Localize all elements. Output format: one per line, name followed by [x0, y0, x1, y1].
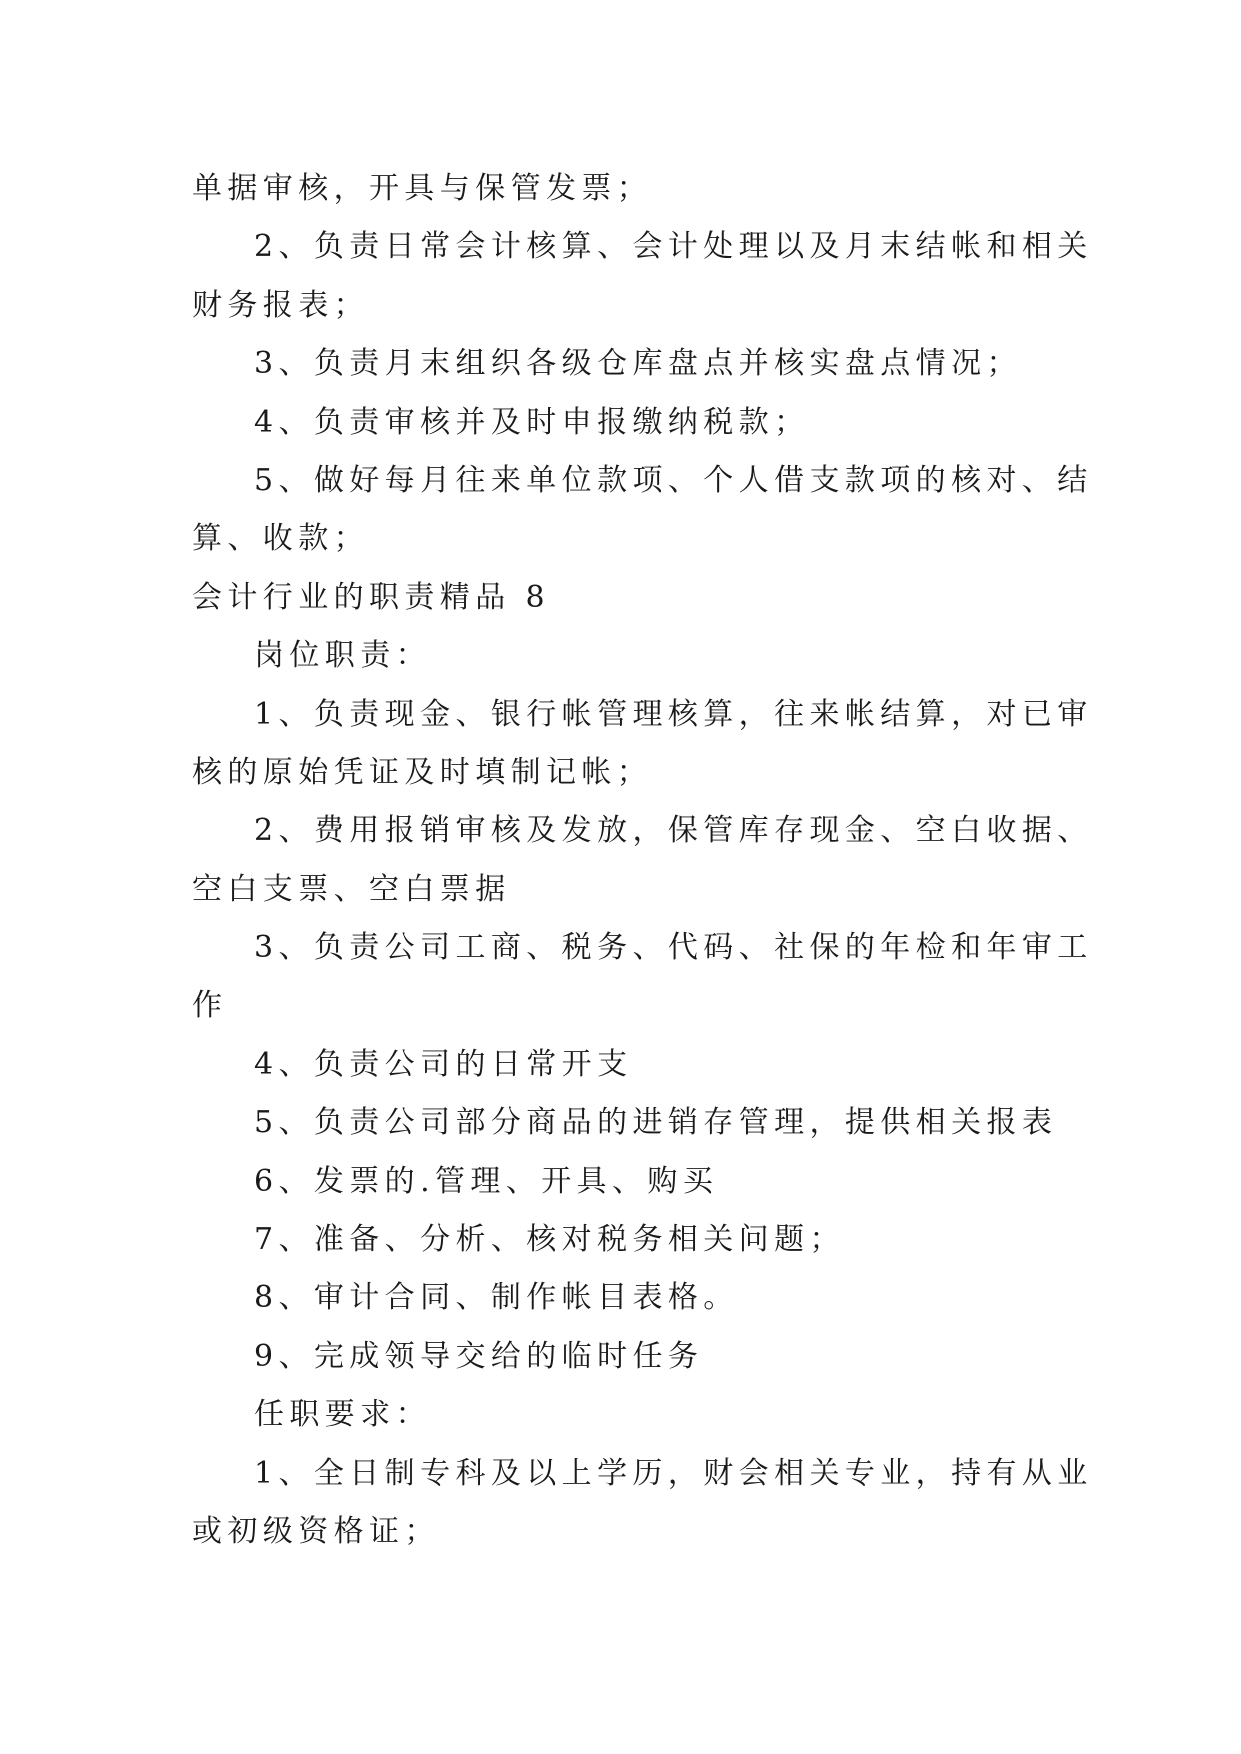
- text-line: 单据审核，开具与保管发票；: [192, 171, 653, 206]
- text-line: 财务报表；: [192, 287, 369, 323]
- text-line: 作: [192, 988, 228, 1024]
- text-line: 3、负责月末组织各级仓库盘点并核实盘点情况；: [254, 346, 1022, 382]
- text-line: 或初级资格证；: [192, 1513, 440, 1549]
- section-heading: 会计行业的职责精品 8: [192, 579, 551, 615]
- text-line: 空白支票、空白票据: [192, 871, 511, 907]
- text-line: 4、负责公司的日常开支: [254, 1046, 633, 1082]
- text-line: 1、全日制专科及以上学历，财会相关专业，持有从业: [254, 1455, 1093, 1491]
- text-line: 3、负责公司工商、税务、代码、社保的年检和年审工: [254, 930, 1093, 966]
- text-line: 8、审计合同、制作帐目表格。: [254, 1280, 739, 1316]
- subheading: 任职要求：: [254, 1397, 431, 1433]
- text-line: 2、负责日常会计核算、会计处理以及月末结帐和相关: [254, 229, 1093, 265]
- text-line: 4、负责审核并及时申报缴纳税款；: [254, 404, 810, 440]
- text-line: 算、收款；: [192, 521, 369, 557]
- text-line: 6、发票的.管理、开具、购买: [254, 1163, 719, 1199]
- text-line: 5、负责公司部分商品的进销存管理，提供相关报表: [254, 1105, 1058, 1141]
- text-line: 7、准备、分析、核对税务相关问题；: [254, 1222, 845, 1258]
- text-line: 5、做好每月往来单位款项、个人借支款项的核对、结: [254, 462, 1093, 498]
- text-line: 2、费用报销审核及发放，保管库存现金、空白收据、: [254, 813, 1093, 849]
- document-body: [192, 160, 1093, 1561]
- text-line: 1、负责现金、银行帐管理核算，往来帐结算，对已审: [254, 696, 1093, 732]
- text-line: 核的原始凭证及时填制记帐；: [192, 754, 653, 790]
- subheading: 岗位职责：: [254, 638, 431, 674]
- text-line: 9、完成领导交给的临时任务: [254, 1338, 704, 1374]
